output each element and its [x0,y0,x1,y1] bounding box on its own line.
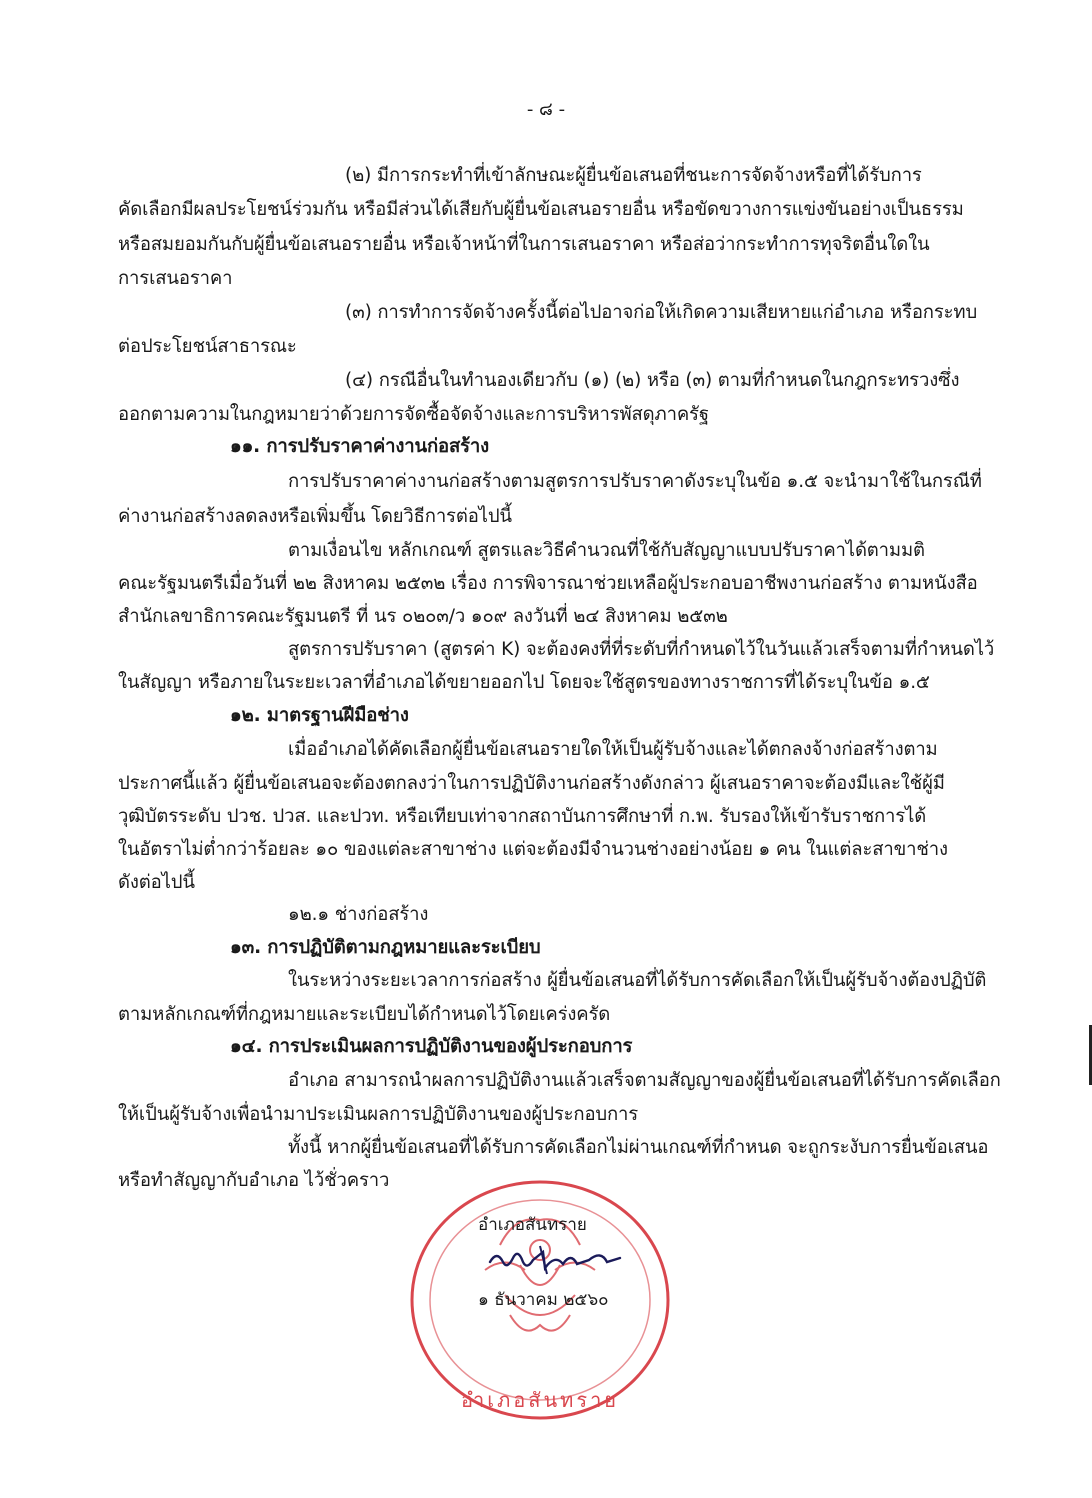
signing-date: ๑ ธันวาคม ๒๕๖๐ [478,1290,609,1310]
text-line: ในสัญญา หรือภายในระยะเวลาที่อำเภอได้ขยายออกไป โดยจะใช้สูตรของทางราชการที่ได้ระบุในข้อ ๑.๕ [118,672,930,693]
text-line: สำนักเลขาธิการคณะรัฐมนตรี ที่ นร ๐๒๐๓/ว ๑๐๙ ลงวันที่ ๒๔ สิงหาคม ๒๕๓๒ [118,606,728,627]
text-line: ประกาศนี้แล้ว ผู้ยื่นข้อเสนอจะต้องตกลงว่าในการปฏิบัติงานก่อสร้างดังกล่าว ผู้เสนอราคาจะต้องมีและใช้ผู้มี [118,773,945,794]
text-line: (๔) กรณีอื่นในทำนองเดียวกับ (๑) (๒) หรือ (๓) ตามที่กำหนดในกฎกระทรวงซึ่ง [345,370,960,391]
text-line: ดังต่อไปนี้ [118,872,195,893]
text-line: (๓) การทำการจัดจ้างครั้งนี้ต่อไปอาจก่อให้เกิดความเสียหายแก่อำเภอ หรือกระทบ [345,302,978,323]
text-line: หรือสมยอมกันกับผู้ยื่นข้อเสนอรายอื่น หรือเจ้าหน้าที่ในการเสนอราคา หรือส่อว่ากระทำการทุจริตอื่นใดใน [118,234,930,255]
text-line: (๒) มีการกระทำที่เข้าลักษณะผู้ยื่นข้อเสนอที่ชนะการจัดจ้างหรือที่ได้รับการ [345,165,922,186]
section-heading-13: ๑๓. การปฏิบัติตามกฎหมายและระเบียบ [230,937,541,958]
text-line: การเสนอราคา [118,268,233,289]
text-line: ตามเงื่อนไข หลักเกณฑ์ สูตรและวิธีคำนวณที่ใช้กับสัญญาแบบปรับราคาได้ตามมติ [288,540,925,561]
text-line: ตามหลักเกณฑ์ที่กฎหมายและระเบียบได้กำหนดไว้โดยเคร่งครัด [118,1004,611,1025]
text-line: อำเภอ สามารถนำผลการปฏิบัติงานแล้วเสร็จตามสัญญาของผู้ยื่นข้อเสนอที่ได้รับการคัดเลือก [288,1070,1001,1091]
text-line: สูตรการปรับราคา (สูตรค่า K) จะต้องคงที่ที่ระดับที่กำหนดไว้ในวันแล้วเสร็จตามที่กำหนดไว้ [288,639,995,660]
section-heading-12: ๑๒. มาตรฐานฝีมือช่าง [230,705,409,726]
text-line: เมื่ออำเภอได้คัดเลือกผู้ยื่นข้อเสนอรายใดให้เป็นผู้รับจ้างและได้ตกลงจ้างก่อสร้างตาม [288,739,938,760]
text-line: การปรับราคาค่างานก่อสร้างตามสูตรการปรับราคาดังระบุในข้อ ๑.๕ จะนำมาใช้ในกรณีที่ [288,471,982,492]
text-line: ๑๒.๑ ช่างก่อสร้าง [288,904,429,925]
handwritten-signature [485,1240,625,1280]
text-line: ให้เป็นผู้รับจ้างเพื่อนำมาประเมินผลการปฏิบัติงานของผู้ประกอบการ [118,1104,639,1125]
text-line: ในอัตราไม่ต่ำกว่าร้อยละ ๑๐ ของแต่ละสาขาช่าง แต่จะต้องมีจำนวนช่างอย่างน้อย ๑ คน ในแต่ละสาขาช่าง [118,839,948,860]
text-line: หรือทำสัญญากับอำเภอ ไว้ชั่วคราว [118,1170,390,1191]
signing-office: อำเภอสันทราย [478,1215,587,1235]
text-line: ออกตามความในกฎหมายว่าด้วยการจัดซื้อจัดจ้างและการบริหารพัสดุภาครัฐ [118,404,709,425]
section-heading-11: ๑๑. การปรับราคาค่างานก่อสร้าง [230,436,490,457]
text-line: ต่อประโยชน์สาธารณะ [118,336,297,357]
page-number: - ๘ - [526,99,566,120]
text-line: ทั้งนี้ หากผู้ยื่นข้อเสนอที่ได้รับการคัดเลือกไม่ผ่านเกณฑ์ที่กำหนด จะถูกระงับการยื่นข้อเสนอ [288,1137,989,1158]
section-heading-14: ๑๔. การประเมินผลการปฏิบัติงานของผู้ประกอบการ [230,1036,633,1057]
text-line: คณะรัฐมนตรีเมื่อวันที่ ๒๒ สิงหาคม ๒๕๓๒ เรื่อง การพิจารณาช่วยเหลือผู้ประกอบอาชีพงานก่อสร้าง ตามหนังสือ [118,573,978,594]
text-line: คัดเลือกมีผลประโยชน์ร่วมกัน หรือมีส่วนได้เสียกับผู้ยื่นข้อเสนอรายอื่น หรือขัดขวางการแข่งขันอย่างเป็นธรรม [118,199,964,220]
text-line: ค่างานก่อสร้างลดลงหรือเพิ่มขึ้น โดยวิธีการต่อไปนี้ [118,506,512,527]
stamp-ring-text: อำเภอสันทราย [460,1388,620,1412]
text-line: ในระหว่างระยะเวลาการก่อสร้าง ผู้ยื่นข้อเสนอที่ได้รับการคัดเลือกให้เป็นผู้รับจ้างต้องปฏิบัติ [288,970,987,991]
text-line: วุฒิบัตรระดับ ปวช. ปวส. และปวท. หรือเทียบเท่าจากสถาบันการศึกษาที่ ก.พ. รับรองให้เข้ารับราชการได้ [118,806,927,827]
